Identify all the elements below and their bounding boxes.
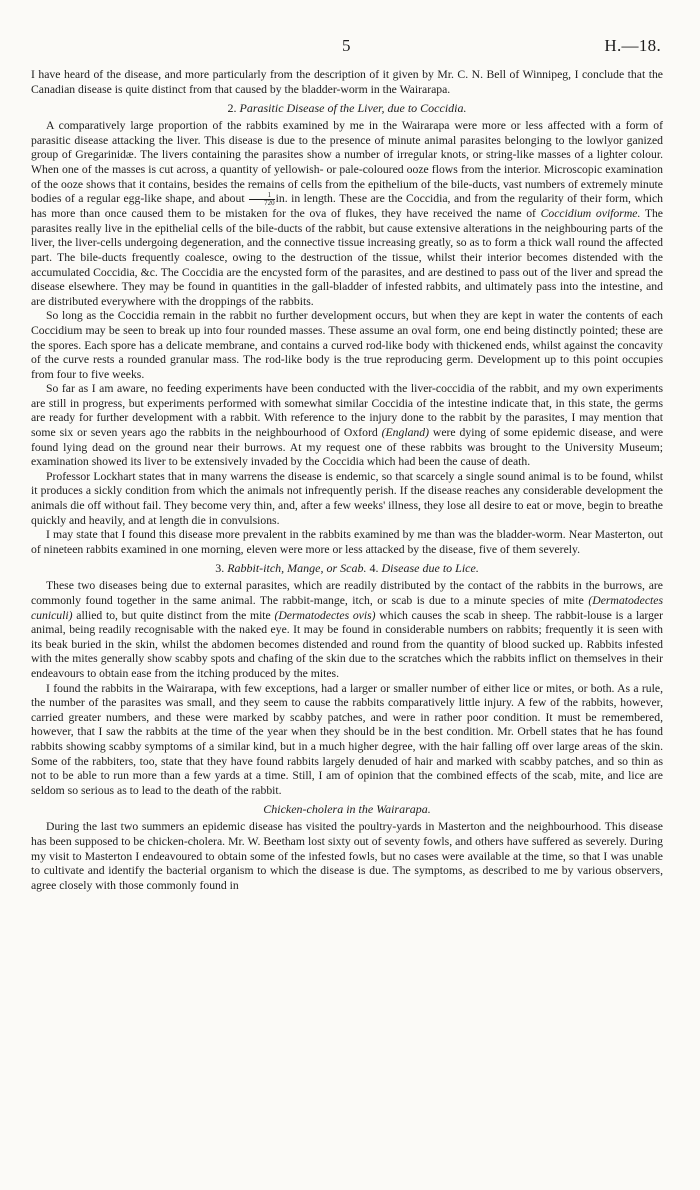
species-name: (Dermatodectes ovis): [274, 608, 376, 622]
text-run: These two diseases being due to external parasites, which are readily distributed by the contact of the rabbits in the burrows, are commonly found together in the same animal. The rabbit-mange, itch, or scab is due to a minute species of mite: [31, 579, 663, 607]
text-run: allied to, but quite distinct from the mite: [76, 608, 271, 622]
text-run: A comparatively large proportion of the rabbits examined by me in the Wairarapa were more or less affected with a form of parasitic disease attacking the liver. This disease is due to the presence of minute animal parasites belonging to the lowlyor ganized group of Gregarinidæ. The livers containing the parasites show a number of irregular knots, or string-like masses of a lighter colour. When one of the masses is cut across, a quantity of yellowish- or pale-coloured ooze flows from the interior. Microscopic examination of the ooze shows that it contains, besides the remains of cells from the epithelium of the bile-ducts, vast numbers of extremely minute bodies of a regular egg-like shape, and about: [31, 119, 663, 206]
section-heading-chicken-cholera: [31, 802, 663, 817]
section-heading-scab-lice: [31, 561, 663, 576]
page-number: 5: [342, 36, 351, 55]
text-run: which causes the scab in sheep. The rabbit-louse is a larger animal, being readily recognisable with the naked eye. It may be found in considerable numbers on rabbits; frequently it is seen with its beak buried in the skin, whilst the abdomen becomes distended and round from the quantity of blood sucked up. Rabbits infested with the mites generally show scabby spots and chafing of the skin due to the scratches which the rabbits inflict on themselves in their endeavours to obtain ease from the itching produced by the mites.: [31, 608, 663, 680]
text-run: The parasites really live in the epithelial cells of the bile-ducts of the rabbit, but cause extensive alterations in the neighbouring parts of the liver, the liver-cells undergoing degeneration, and the connective tissue increasing greatly, so as to form a thick wall round the affected part. The bile-ducts frequently coalesce, owing to the destruction of the tissue, whilst their interior becomes distended with the accumulated Coccidia, &c. The Coccidia are the encysted form of the parasites, and are destined to pass out of the liver and spread the disease elsewhere. They may be found in quantities in the gall-bladder of infested rabbits, and ultimately pass into the intestine, and are distributed everywhere with the droppings of the rabbits.: [31, 207, 663, 308]
section-number: 4.: [369, 561, 379, 576]
section-number: 2.: [227, 101, 237, 116]
fraction-numerator: 1: [249, 192, 275, 200]
species-name: (Dermatodectes cuniculi): [31, 594, 664, 622]
paragraph-prevalence: I may state that I found this disease more prevalent in the rabbits examined by me than was the bladder-worm. Near Masterton, out of nineteen rabbits examined in one morning, eleven were more or less attacked by the disease, five of them severely.: [31, 528, 663, 556]
section-number: 3.: [215, 561, 225, 576]
section-heading-coccidia: [31, 101, 663, 116]
section-title: Chicken-cholera in the Wairarapa.: [263, 802, 431, 817]
text-run: So far as I am aware, no feeding experiments have been conducted with the liver-coccidia of the rabbit, and my own experiments are still in progress, but experiments performed with somewhat similar Coccidia of the intestine indicate that, in this state, the germs are ready for further development with a rabbit. With reference to the injury done to the rabbit by the parasites, I may mention that some six or seven years ago the rabbits in the neighbourhood of Oxford: [31, 382, 663, 440]
paragraph-chicken-cholera: During the last two summers an epidemic disease has visited the poultry-yards in Masterton and the neighbourhood. This disease has been supposed to be chicken-cholera. Mr. W. Beetham lost sixty out of seventy fowls, and others have suffered as severely. During my visit to Masterton I endeavoured to obtain some of the infested fowls, but no cases were available at the time, so that I was unable to cultivate and identify the bacterial organism to which the disease is due. The symptoms, as described to me by various observers, agree closely with those commonly found in: [31, 820, 663, 892]
fraction-denominator: 720: [264, 199, 275, 208]
paragraph-external-parasites: [31, 579, 663, 681]
paragraph-liver-disease: [31, 119, 663, 309]
fraction: [249, 192, 275, 207]
section-title: Parasitic Disease of the Liver, due to Coccidia.: [239, 101, 467, 116]
paragraph-lockhart: Professor Lockhart states that in many warrens the disease is endemic, so that scarcely a single sound animal is to be found, whilst it produces a sickly condition from which the animals not infrequently perish. If the disease reaches any considerable development the animals die off without fail. They become very thin, and, after a few weeks' illness, they lose all desire to eat or move, begin to breathe quickly and heavily, and at length die in convulsions.: [31, 469, 663, 527]
place-name: (England): [381, 426, 429, 440]
text-run: in. in length. These are the Coccidia, and from the regularity of their form, which has more than once caused them to be mistaken for the ova of flukes, they have received the name of: [31, 192, 664, 221]
section-title: Rabbit-itch, Mange, or Scab.: [227, 561, 367, 576]
section-title: Disease due to Lice.: [381, 561, 479, 576]
paragraph-coccidia-development: So long as the Coccidia remain in the rabbit no further development occurs, but when they are kept in water the contents of each Coccidium may be seen to break up into four rounded masses. These assume an oval form, one end being distinctly pointed; these are the spores. Each spore has a delicate membrane, and contains a curved rod-like body with thickened ends, whilst against the concavity of the curve rests a rounded granular mass. The rod-like body is the true reproducing germ. Development up to this point occupies from four to five weeks.: [31, 309, 663, 381]
document-reference: H.—18.: [604, 36, 661, 55]
paragraph-wairarapa-rabbits: I found the rabbits in the Wairarapa, with few exceptions, had a larger or smaller number of either lice or mites, or both. As a rule, the number of the parasites was small, and they seem to cause the rabbits comparatively little injury. A few of the rabbits, however, carried greater numbers, and these were marked by scabby patches, and were in rather poor condition. It must be remembered, however, that I saw the rabbits at the time of the year when they should be in the best condition. Mr. Orbell states that he has found rabbits showing scabby symptoms of a similar kind, but in a much higher degree, with the hair falling off over large areas of the skin. Some of the rabbiters, too, state that they have found rabbits largely denuded of hair and marked with scabby patches, and so thin as not to be able to run more than a few yards at a time. Still, I am of opinion that the combined effects of the scab, mite, and lice are seldom so serious as to lead to the death of the rabbit.: [31, 681, 663, 797]
paragraph-feeding-experiments: [31, 382, 663, 470]
page-header: [31, 36, 663, 68]
text-run: were dying of some epidemic disease, and were found lying dead on the ground near their burrows. At my request one of these rabbits was brought to the University Museum; examination showed its liver to be extensively invaded by the Coccidia which had been the cause of death.: [31, 426, 664, 469]
species-name: Coccidium oviforme.: [540, 207, 641, 221]
paragraph-bell-winnipeg: I have heard of the disease, and more particularly from the description of it given by Mr. C. N. Bell of Winnipeg, I conclude that the Canadian disease is quite distinct from that caused by the bladder-worm in the Wairarapa.: [31, 68, 663, 96]
